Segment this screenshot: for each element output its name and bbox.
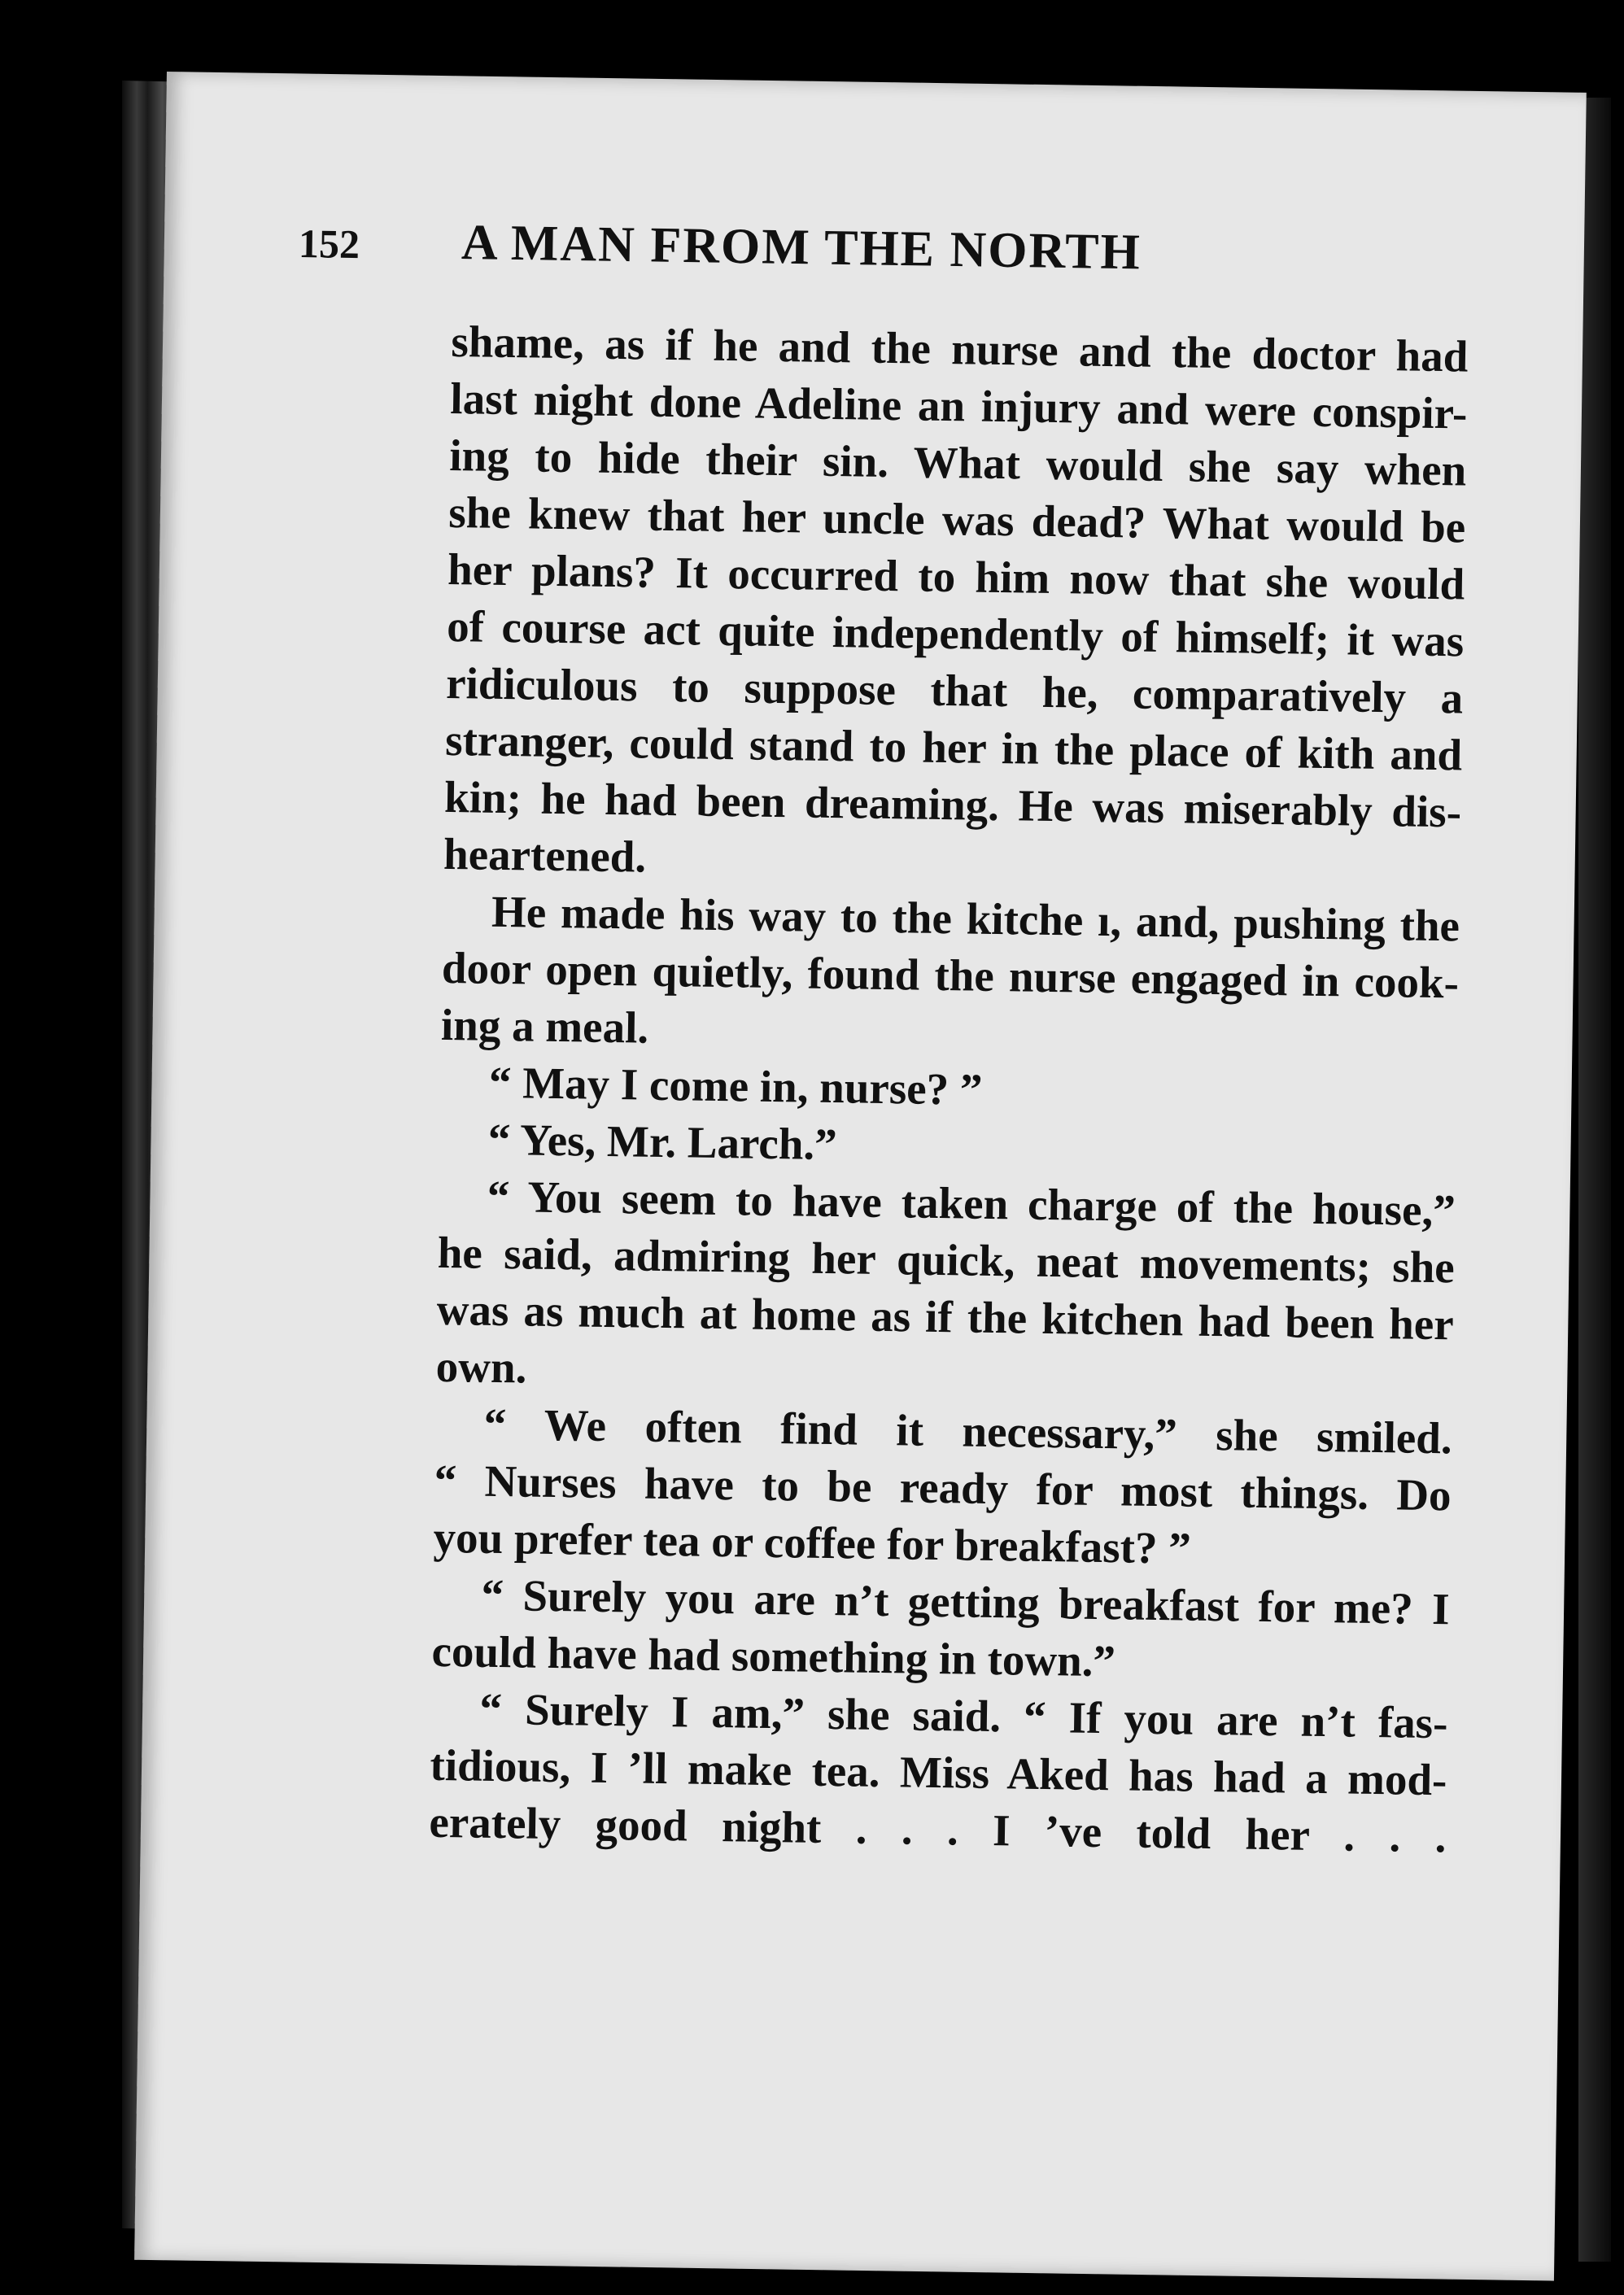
text-line: she knew that her uncle was dead? What would be — [447, 486, 1466, 552]
text-line: ing to hide their sin. What would she say when — [448, 430, 1467, 495]
text-line: “ We often find it necessary,” she smiled. — [483, 1398, 1453, 1464]
text-line: door open quietly, found the nurse engaged in cook- — [441, 942, 1460, 1008]
text-line: shame, as if he and the nurse and the doctor had — [451, 316, 1469, 382]
text-line: of course act quite independently of himself; it was — [446, 600, 1465, 666]
text-line: “ Surely I am,” she said. “ If you are n’t fas- — [479, 1683, 1448, 1748]
running-title: A MAN FROM THE NORTH — [461, 214, 1142, 281]
page-header — [298, 187, 1357, 300]
text-line: “ Nurses have to be ready for most things. Do — [434, 1455, 1452, 1521]
text-line: he said, admiring her quick, neat movements; she — [437, 1227, 1456, 1293]
text-line: “ May I come in, nurse? ” — [488, 1057, 983, 1115]
text-line: stranger, could stand to her in the place of kith and — [444, 714, 1463, 780]
text-line: ridiculous to suppose that he, comparatively a — [445, 657, 1464, 723]
text-line: heartened. — [443, 828, 647, 882]
text-line: tidious, I ’ll make tea. Miss Aked has had a mod- — [430, 1739, 1447, 1805]
page-number: 152 — [298, 220, 360, 268]
text-line: you prefer tea or coffee for breakfast? ” — [433, 1512, 1192, 1573]
text-line: own. — [435, 1341, 527, 1393]
text-line: was as much at home as if the kitchen had been her — [436, 1284, 1455, 1350]
book-right-edge — [1578, 98, 1611, 2262]
body-text — [429, 313, 1469, 1865]
text-line: “ Surely you are n’t getting breakfast for me? I — [481, 1569, 1450, 1634]
text-line: her plans? It occurred to him now that she would — [447, 543, 1465, 609]
text-line: He made his way to the kitche ı, and, pushing the — [491, 886, 1460, 951]
text-line: last night done Adeline an injury and were conspir- — [449, 373, 1468, 438]
text-line: could have had something in town.” — [431, 1625, 1116, 1686]
text-line: “ Yes, Mr. Larch.” — [487, 1114, 838, 1170]
text-line: kin; he had been dreaming. He was miserably dis- — [443, 771, 1462, 837]
text-line: “ You seem to have taken charge of the house,” — [487, 1171, 1456, 1236]
text-line: erately good night . . . I ’ve told her . . . — [429, 1796, 1447, 1862]
text-line: ing a meal. — [440, 999, 649, 1053]
